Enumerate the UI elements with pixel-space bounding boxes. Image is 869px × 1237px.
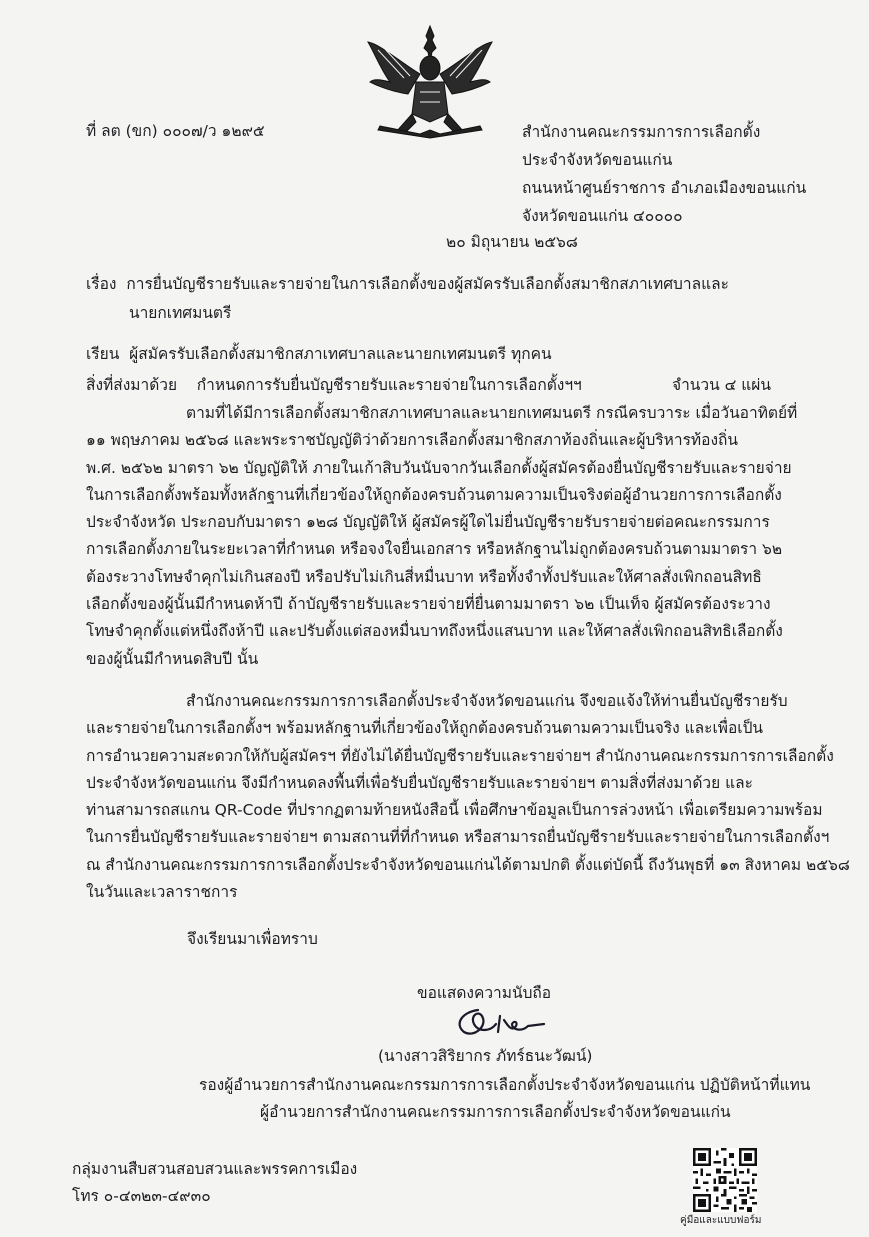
agency-line: ประจำจังหวัดขอนแก่น (522, 151, 673, 169)
enclosure-line (86, 372, 582, 399)
subject-text-continued: นายกเทศมนตรี (129, 304, 232, 322)
signatory-name: (นางสาวสิริยากร ภัทร์ธนะวัฒน์) (378, 1047, 593, 1065)
body-paragraph-2 (86, 688, 850, 906)
paragraph-line: ประจำจังหวัดขอนแก่น จึงมีกำหนดลงพื้นที่เพื่อรับยื่นบัญชีรายรับและรายจ่ายฯ ตามสิ่งที่ส่งมาด้วย และ (86, 773, 753, 792)
paragraph-line: และรายจ่ายในการเลือกตั้งฯ พร้อมหลักฐานที่เกี่ยวข้องให้ถูกต้องครบถ้วนตามความเป็นจริง และเพื่อเป็น (86, 719, 764, 738)
respect-phrase: ขอแสดงความนับถือ (417, 984, 552, 1002)
telephone-number: โทร ๐-๔๓๒๓-๔๙๓๐ (72, 1187, 211, 1205)
paragraph-line: ประจำจังหวัด ประกอบกับมาตรา ๑๒๘ บัญญัติให้ ผู้สมัครผู้ใดไม่ยื่นบัญชีรายรับรายจ่ายต่อคณะกรรมการ (86, 513, 770, 532)
document-number: ที่ ลต (ขก) ๐๐๐๗/ว ๑๒๙๕ (86, 122, 265, 140)
paragraph-line: ในการเลือกตั้งพร้อมทั้งหลักฐานที่เกี่ยวข้องให้ถูกต้องครบถ้วนตามความเป็นจริงต่อผู้อำนวยการการเลือกตั้ง (86, 485, 782, 504)
paragraph-line: ของผู้นั้นมีกำหนดสิบปี นั้น (86, 649, 259, 668)
recipient-label: เรียน (86, 345, 120, 363)
qr-code-icon[interactable] (693, 1148, 757, 1212)
department-name: กลุ่มงานสืบสวนสอบสวนและพรรคการเมือง (72, 1160, 358, 1178)
letter-date: ๒๐ มิถุนายน ๒๕๖๘ (446, 233, 578, 251)
signatory-position: รองผู้อำนวยการสำนักงานคณะกรรมการการเลือกตั้งประจำจังหวัดขอนแก่น ปฏิบัติหน้าที่แทน (199, 1076, 811, 1094)
handwritten-signature (448, 1002, 558, 1042)
paragraph-line: ณ สำนักงานคณะกรรมการการเลือกตั้งประจำจังหวัดขอนแก่นได้ตามปกติ ตั้งแต่บัดนี้ ถึงวันพุธที่ ๑๓ สิงหาคม ๒๕๖๘ (86, 855, 850, 874)
body-paragraph-1 (86, 400, 798, 673)
paragraph-line: ในการยื่นบัญชีรายรับและรายจ่ายฯ ตามสถานที่ที่กำหนด หรือสามารถยื่นบัญชีรายรับและรายจ่ายในการเลือกตั้งฯ (86, 828, 830, 847)
paragraph-line: สำนักงานคณะกรรมการการเลือกตั้งประจำจังหวัดขอนแก่น จึงขอแจ้งให้ท่านยื่นบัญชีรายรับ (186, 692, 788, 710)
recipient-line (86, 341, 552, 368)
subject-label: เรื่อง (86, 275, 117, 293)
agency-line: ถนนหน้าศูนย์ราชการ อำเภอเมืองขอนแก่น (522, 179, 807, 197)
garuda-emblem-icon (360, 22, 500, 140)
qr-code-caption: คู่มือและแบบฟอร์ม (680, 1215, 762, 1226)
paragraph-line: โทษจำคุกตั้งแต่หนึ่งถึงห้าปี และปรับตั้งแต่สองหมื่นบาทถึงหนึ่งแสนบาท และให้ศาลสั่งเพิกถอนสิทธิเลือกตั้ง (86, 622, 783, 641)
enclosure-text: กำหนดการรับยื่นบัญชีรายรับและรายจ่ายในการเลือกตั้งฯฯ (196, 376, 582, 394)
subject-line (86, 271, 729, 298)
closing-phrase: จึงเรียนมาเพื่อทราบ (187, 930, 318, 948)
paragraph-line: ตามที่ได้มีการเลือกตั้งสมาชิกสภาเทศบาลและนายกเทศมนตรี กรณีครบวาระ เมื่อวันอาทิตย์ที่ (186, 404, 798, 422)
agency-line: จังหวัดขอนแก่น ๔๐๐๐๐ (522, 207, 683, 225)
paragraph-line: ๑๑ พฤษภาคม ๒๕๖๘ และพระราชบัญญัติว่าด้วยการเลือกตั้งสมาชิกสภาท้องถิ่นและผู้บริหารท้องถิ่น (86, 431, 738, 450)
agency-address (522, 118, 806, 230)
paragraph-line: พ.ศ. ๒๕๖๒ มาตรา ๖๒ บัญญัติให้ ภายในเก้าสิบวันนับจากวันเลือกตั้งผู้สมัครต้องยื่นบัญชีรายรับและรายจ่าย (86, 458, 792, 477)
paragraph-line: การอำนวยความสะดวกให้กับผู้สมัครฯ ที่ยังไม่ได้ยื่นบัญชีรายรับและรายจ่ายฯ สำนักงานคณะกรรมการการเลือกตั้ง (86, 746, 834, 765)
enclosure-count: จำนวน ๔ แผ่น (672, 376, 771, 394)
recipient-text: ผู้สมัครรับเลือกตั้งสมาชิกสภาเทศบาลและนายกเทศมนตรี ทุกคน (129, 345, 552, 363)
paragraph-line: เลือกตั้งของผู้นั้นมีกำหนดห้าปี ถ้าบัญชีรายรับและรายจ่ายที่ยื่นตามมาตรา ๖๒ เป็นเท็จ ผู้สมัครต้องระวาง (86, 595, 771, 614)
paragraph-line: ในวันและเวลาราชการ (86, 883, 238, 902)
paragraph-line: การเลือกตั้งภายในระยะเวลาที่กำหนด หรือจงใจยื่นเอกสาร หรือหลักฐานไม่ถูกต้องครบถ้วนตามมาตรา ๖๒ (86, 540, 783, 559)
subject-text: การยื่นบัญชีรายรับและรายจ่ายในการเลือกตั้งของผู้สมัครรับเลือกตั้งสมาชิกสภาเทศบาลและ (126, 275, 729, 293)
paragraph-line: ต้องระวางโทษจำคุกไม่เกินสองปี หรือปรับไม่เกินสี่หมื่นบาท หรือทั้งจำทั้งปรับและให้ศาลสั่งเพิกถอนสิทธิ (86, 567, 762, 586)
enclosure-label: สิ่งที่ส่งมาด้วย (86, 376, 178, 394)
paragraph-line: ท่านสามารถสแกน QR-Code ที่ปรากฏตามท้ายหนังสือนี้ เพื่อศึกษาข้อมูลเป็นการล่วงหน้า เพื่อเตรียมความพร้อม (86, 801, 823, 820)
agency-line: สำนักงานคณะกรรมการการเลือกตั้ง (522, 123, 761, 141)
signatory-position-continued: ผู้อำนวยการสำนักงานคณะกรรมการการเลือกตั้งประจำจังหวัดขอนแก่น (260, 1103, 731, 1121)
